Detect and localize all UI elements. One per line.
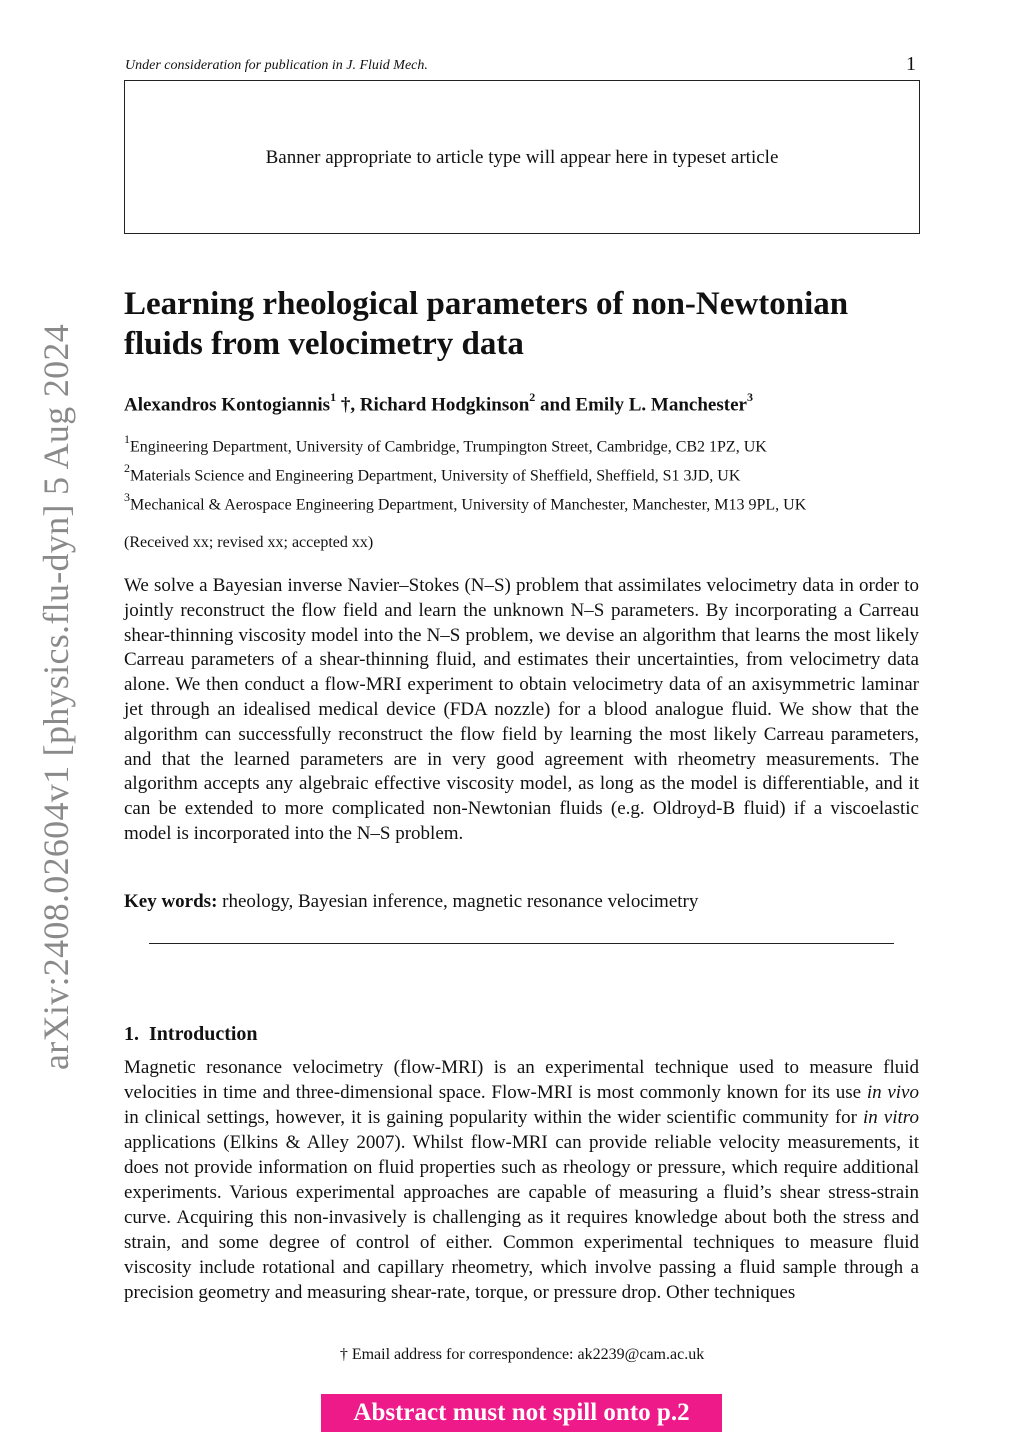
author-list xyxy=(124,392,753,416)
page-number: 1 xyxy=(906,53,916,75)
abstract-divider xyxy=(149,943,894,944)
affiliation-3-sup: 3 xyxy=(124,490,130,504)
author-2-sup: 2 xyxy=(529,390,536,404)
author-1-sup: 1 xyxy=(330,390,337,404)
footnote: † Email address for correspondence: ak2239@cam.ac.uk xyxy=(339,1346,705,1363)
banner-box xyxy=(124,80,920,234)
author-1: Alexandros Kontogiannis xyxy=(124,394,331,416)
author-2: , Richard Hodgkinson xyxy=(350,394,530,416)
arxiv-stamp: arXiv:2408.02604v1 [physics.flu-dyn] 5 Aug 2024 xyxy=(36,323,76,1070)
keywords-label: Key words: xyxy=(124,891,218,912)
introduction-paragraph xyxy=(124,1055,919,1305)
affiliation-1 xyxy=(124,434,767,456)
affiliation-2-text: Materials Science and Engineering Department, University of Sheffield, Sheffield, S1 3JD, UK xyxy=(130,467,741,485)
paper-title: Learning rheological parameters of non-Newtonian fluids from velocimetry data xyxy=(124,286,849,362)
affiliation-1-sup: 1 xyxy=(124,432,130,446)
affiliation-2 xyxy=(124,463,740,485)
author-3: and Emily L. Manchester xyxy=(535,394,747,416)
banner-text: Banner appropriate to article type will appear here in typeset article xyxy=(265,147,779,168)
intro-text-2: in clinical settings, however, it is gaining popularity within the wider scientific community for xyxy=(124,1107,863,1128)
section-title: Introduction xyxy=(149,1023,258,1045)
author-1-dagger: † xyxy=(336,394,351,416)
received-dates: (Received xx; revised xx; accepted xx) xyxy=(124,534,374,551)
section-number: 1. xyxy=(124,1023,139,1045)
intro-text-1: Magnetic resonance velocimetry (flow-MRI) is an experimental technique used to measure fluid velocities in time and three-dimensional space. Flow-MRI is most commonly known for its use xyxy=(124,1057,919,1103)
affiliation-1-text: Engineering Department, University of Cambridge, Trumpington Street, Cambridge, CB2 1PZ, UK xyxy=(130,438,767,456)
author-3-sup: 3 xyxy=(746,390,753,404)
affiliation-3 xyxy=(124,492,806,514)
intro-emphasis-1: in vivo xyxy=(866,1082,919,1103)
affiliation-3-text: Mechanical & Aerospace Engineering Department, University of Manchester, Manchester, M13 9PL, UK xyxy=(130,496,807,514)
journal-header: Under consideration for publication in J. Fluid Mech. xyxy=(125,58,428,73)
keywords xyxy=(124,891,698,913)
affiliation-2-sup: 2 xyxy=(124,461,130,475)
intro-text-3: applications (Elkins & Alley 2007). Whilst flow-MRI can provide reliable velocity measurements, it does not provide information on fluid properties such as rheology or pressure, which require additional experiments. Various experimental approaches are capable of measuring a fluid’s shear stress-strain curve. Acquiring this non-invasively is challenging as it requires knowledge about both the stress and strain, and some degree of control of either. Common experimental techniques to measure fluid viscosity include rotational and capillary rheometry, which involve passing a fluid sample through a precision geometry and measuring shear-rate, torque, or pressure drop. Other techniques xyxy=(124,1132,919,1303)
section-heading xyxy=(124,1023,258,1046)
abstract: We solve a Bayesian inverse Navier–Stokes (N–S) problem that assimilates velocimetry data in order to jointly reconstruct the flow field and learn the unknown N–S parameters. By incorporating a Carreau shear-thinning viscosity model into the N–S problem, we devise an algorithm that learns the most likely Carreau parameters of a shear-thinning fluid, and estimates their uncertainties, from velocimetry data alone. We then conduct a flow-MRI experiment to obtain velocimetry data of an axisymmetric laminar jet through an idealised medical device (FDA nozzle) for a blood analogue fluid. We show that the algorithm can successfully reconstruct the flow field by learning the most likely Carreau parameters, and that the learned parameters are in very good agreement with rheometry measurements. The algorithm accepts any algebraic effective viscosity model, as long as the model is differentiable, and it can be extended to more complicated non-Newtonian fluids (e.g. Oldroyd-B fluid) if a viscoelastic model is incorporated into the N–S problem. xyxy=(124,575,919,844)
keywords-text: rheology, Bayesian inference, magnetic resonance velocimetry xyxy=(217,891,699,912)
intro-emphasis-2: in vitro xyxy=(863,1107,919,1128)
abstract-warning-badge: Abstract must not spill onto p.2 xyxy=(321,1394,722,1432)
